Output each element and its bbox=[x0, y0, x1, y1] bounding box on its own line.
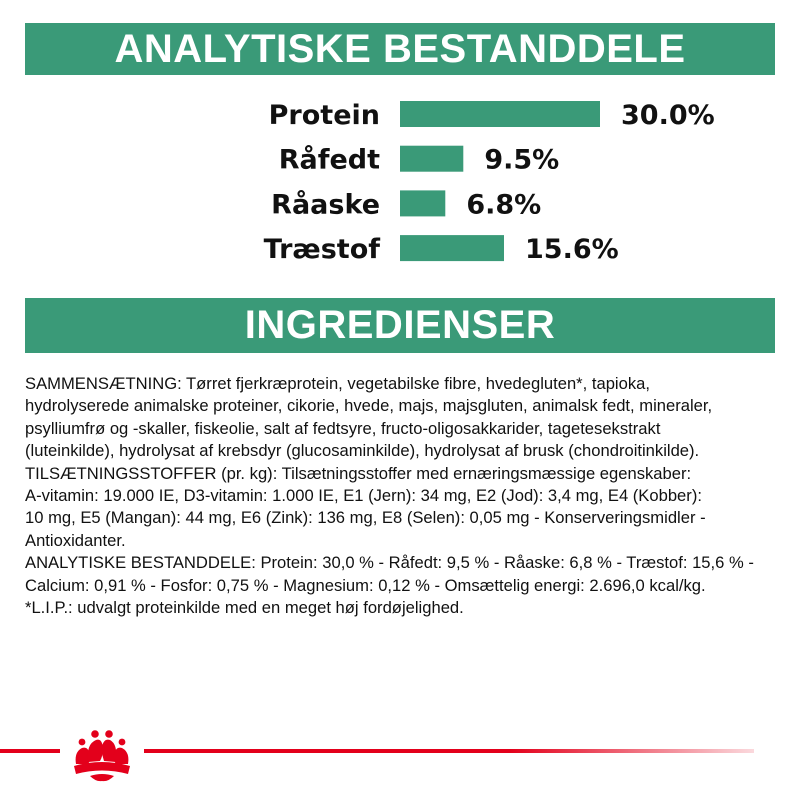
ingredients-line: psylliumfrø og -skaller, fiskeolie, salt af fedtsyre, fructo-oligosakkarider, tagetesekstrakt bbox=[25, 418, 661, 438]
ingredients-line: TILSÆTNINGSSTOFFER (pr. kg): Tilsætningsstoffer med ernæringsmæssige egenskaber: bbox=[25, 463, 692, 483]
ingredients-line: hydrolyserede animalske proteiner, cikorie, hvede, majs, majsgluten, animalsk fedt, mineraler, bbox=[25, 396, 713, 416]
ingredients-heading-banner bbox=[25, 298, 775, 353]
ingredients-line: A-vitamin: 19.000 IE, D3-vitamin: 1.000 IE, E1 (Jern): 34 mg, E2 (Jod): 3,4 mg, E4 (Kobber): bbox=[25, 486, 702, 506]
footer-red-line-right bbox=[144, 749, 754, 753]
ingredients-heading: INGREDIENSER bbox=[244, 303, 556, 347]
category-label: Protein bbox=[268, 100, 380, 131]
category-label: Råaske bbox=[271, 189, 380, 221]
bar bbox=[400, 146, 463, 172]
value-label: 9.5% bbox=[484, 144, 560, 176]
ingredients-line: Antioxidanter. bbox=[25, 530, 126, 550]
category-label: Råfedt bbox=[278, 144, 380, 176]
bar bbox=[400, 190, 445, 216]
royal-canin-crown-icon bbox=[60, 722, 144, 784]
ingredients-line: *L.I.P.: udvalgt proteinkilde med en meget høj fordøjelighed. bbox=[25, 598, 464, 618]
ingredients-text bbox=[25, 373, 780, 619]
footer-red-line-left bbox=[0, 749, 60, 753]
bar bbox=[400, 101, 600, 127]
value-label: 30.0% bbox=[621, 100, 715, 131]
ingredients-line: 10 mg, E5 (Mangan): 44 mg, E6 (Zink): 136 mg, E8 (Selen): 0,05 mg - Konserveringsmidler - bbox=[25, 508, 706, 528]
ingredients-line: Calcium: 0,91 % - Fosfor: 0,75 % - Magnesium: 0,12 % - Omsættelig energi: 2.696,0 kcal/kg. bbox=[25, 575, 706, 595]
analytics-bar-chart bbox=[0, 90, 800, 280]
ingredients-line: (luteinkilde), hydrolysat af krebsdyr (glucosaminkilde), hydrolysat af brusk (chondroitinkilde). bbox=[25, 441, 700, 461]
bar bbox=[400, 235, 504, 261]
ingredients-line: ANALYTISKE BESTANDDELE: Protein: 30,0 % - Råfedt: 9,5 % - Råaske: 6,8 % - Træstof: 15,6 % - bbox=[25, 553, 754, 573]
value-label: 6.8% bbox=[466, 189, 542, 221]
category-label: Træstof bbox=[263, 234, 380, 266]
analytics-heading: ANALYTISKE BESTANDDELE bbox=[114, 26, 686, 71]
ingredients-line: SAMMENSÆTNING: Tørret fjerkræprotein, vegetabilske fibre, hvedegluten*, tapioka, bbox=[25, 374, 650, 393]
analytics-heading-banner bbox=[25, 23, 775, 75]
value-label: 15.6% bbox=[525, 234, 619, 266]
